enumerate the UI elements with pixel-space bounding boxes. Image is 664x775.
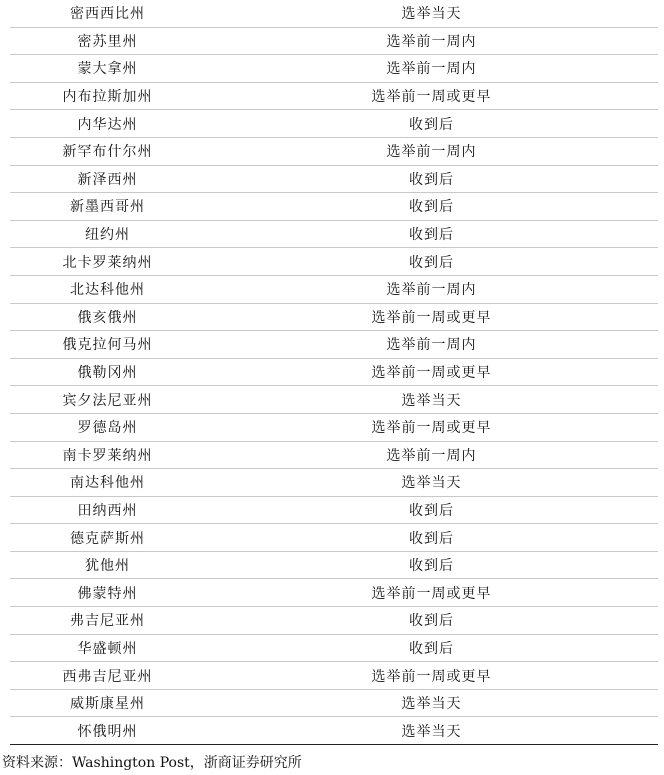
- table-row: [10, 524, 658, 552]
- state-cell: 内华达州: [77, 116, 138, 133]
- table-row: [10, 221, 658, 249]
- timing-cell: 收到后: [409, 640, 454, 657]
- timing-cell: 选举前一周或更早: [371, 89, 492, 106]
- timing-cell: 选举前一周内: [386, 144, 477, 161]
- state-cell: 怀俄明州: [77, 723, 138, 740]
- table-row: [10, 110, 658, 138]
- table-row: [10, 497, 658, 525]
- table-row: [10, 635, 658, 663]
- timing-cell: 选举前一周内: [386, 282, 477, 299]
- table-row: [10, 717, 658, 745]
- timing-cell: 收到后: [409, 199, 454, 216]
- table-row: [10, 469, 658, 497]
- timing-cell: 选举当天: [401, 723, 462, 740]
- state-cell: 罗德岛州: [77, 420, 138, 437]
- timing-cell: 选举前一周或更早: [371, 309, 492, 326]
- table-row: [10, 662, 658, 690]
- timing-cell: 选举当天: [401, 475, 462, 492]
- table-row: [10, 304, 658, 332]
- table-row: [10, 552, 658, 580]
- timing-cell: 收到后: [409, 254, 454, 271]
- state-cell: 俄亥俄州: [77, 309, 138, 326]
- state-cell: 密西西比州: [70, 6, 145, 23]
- state-cell: 南达科他州: [70, 475, 145, 492]
- state-cell: 田纳西州: [77, 502, 138, 519]
- timing-cell: 收到后: [409, 613, 454, 630]
- state-cell: 俄克拉何马州: [62, 337, 153, 354]
- state-cell: 德克萨斯州: [70, 530, 145, 547]
- table-row: [10, 331, 658, 359]
- state-cell: 南卡罗莱纳州: [62, 447, 153, 464]
- state-cell: 弗吉尼亚州: [70, 613, 145, 630]
- state-cell: 华盛顿州: [77, 640, 138, 657]
- timing-cell: 选举前一周内: [386, 337, 477, 354]
- table-row: [10, 359, 658, 387]
- state-cell: 北卡罗莱纳州: [62, 254, 153, 271]
- timing-cell: 选举前一周内: [386, 33, 477, 50]
- table-row: [10, 83, 658, 111]
- table-row: [10, 138, 658, 166]
- timing-cell: 收到后: [409, 116, 454, 133]
- table-row: [10, 386, 658, 414]
- timing-cell: 收到后: [409, 558, 454, 575]
- table-row: [10, 193, 658, 221]
- timing-cell: 选举前一周或更早: [371, 365, 492, 382]
- table-row: [10, 414, 658, 442]
- timing-cell: 收到后: [409, 530, 454, 547]
- state-cell: 俄勒冈州: [77, 365, 138, 382]
- timing-cell: 收到后: [409, 171, 454, 188]
- table-row: [10, 0, 658, 28]
- state-cell: 西弗吉尼亚州: [62, 668, 153, 685]
- state-cell: 佛蒙特州: [77, 585, 138, 602]
- table-row: [10, 248, 658, 276]
- state-cell: 新泽西州: [77, 171, 138, 188]
- table-row: [10, 607, 658, 635]
- state-cell: 宾夕法尼亚州: [62, 392, 153, 409]
- state-cell: 威斯康星州: [70, 696, 145, 713]
- state-cell: 新墨西哥州: [70, 199, 145, 216]
- timing-cell: 收到后: [409, 227, 454, 244]
- table-row: [10, 28, 658, 56]
- state-cell: 密苏里州: [77, 33, 138, 50]
- state-cell: 纽约州: [85, 227, 130, 244]
- state-cell: 蒙大拿州: [77, 61, 138, 78]
- table-row: [10, 276, 658, 304]
- state-table: [10, 0, 658, 745]
- timing-cell: 收到后: [409, 502, 454, 519]
- timing-cell: 选举当天: [401, 696, 462, 713]
- table-row: [10, 690, 658, 718]
- state-cell: 新罕布什尔州: [62, 144, 153, 161]
- table-row: [10, 442, 658, 470]
- timing-cell: 选举前一周或更早: [371, 585, 492, 602]
- state-cell: 内布拉斯加州: [62, 89, 153, 106]
- table-row: [10, 579, 658, 607]
- state-cell: 北达科他州: [70, 282, 145, 299]
- timing-cell: 选举前一周或更早: [371, 668, 492, 685]
- timing-cell: 选举前一周或更早: [371, 420, 492, 437]
- state-cell: 犹他州: [85, 558, 130, 575]
- table-row: [10, 166, 658, 194]
- table-row: [10, 55, 658, 83]
- timing-cell: 选举当天: [401, 392, 462, 409]
- source-note: 资料来源：Washington Post，浙商证券研究所: [2, 755, 302, 771]
- timing-cell: 选举当天: [401, 6, 462, 23]
- timing-cell: 选举前一周内: [386, 61, 477, 78]
- timing-cell: 选举前一周内: [386, 447, 477, 464]
